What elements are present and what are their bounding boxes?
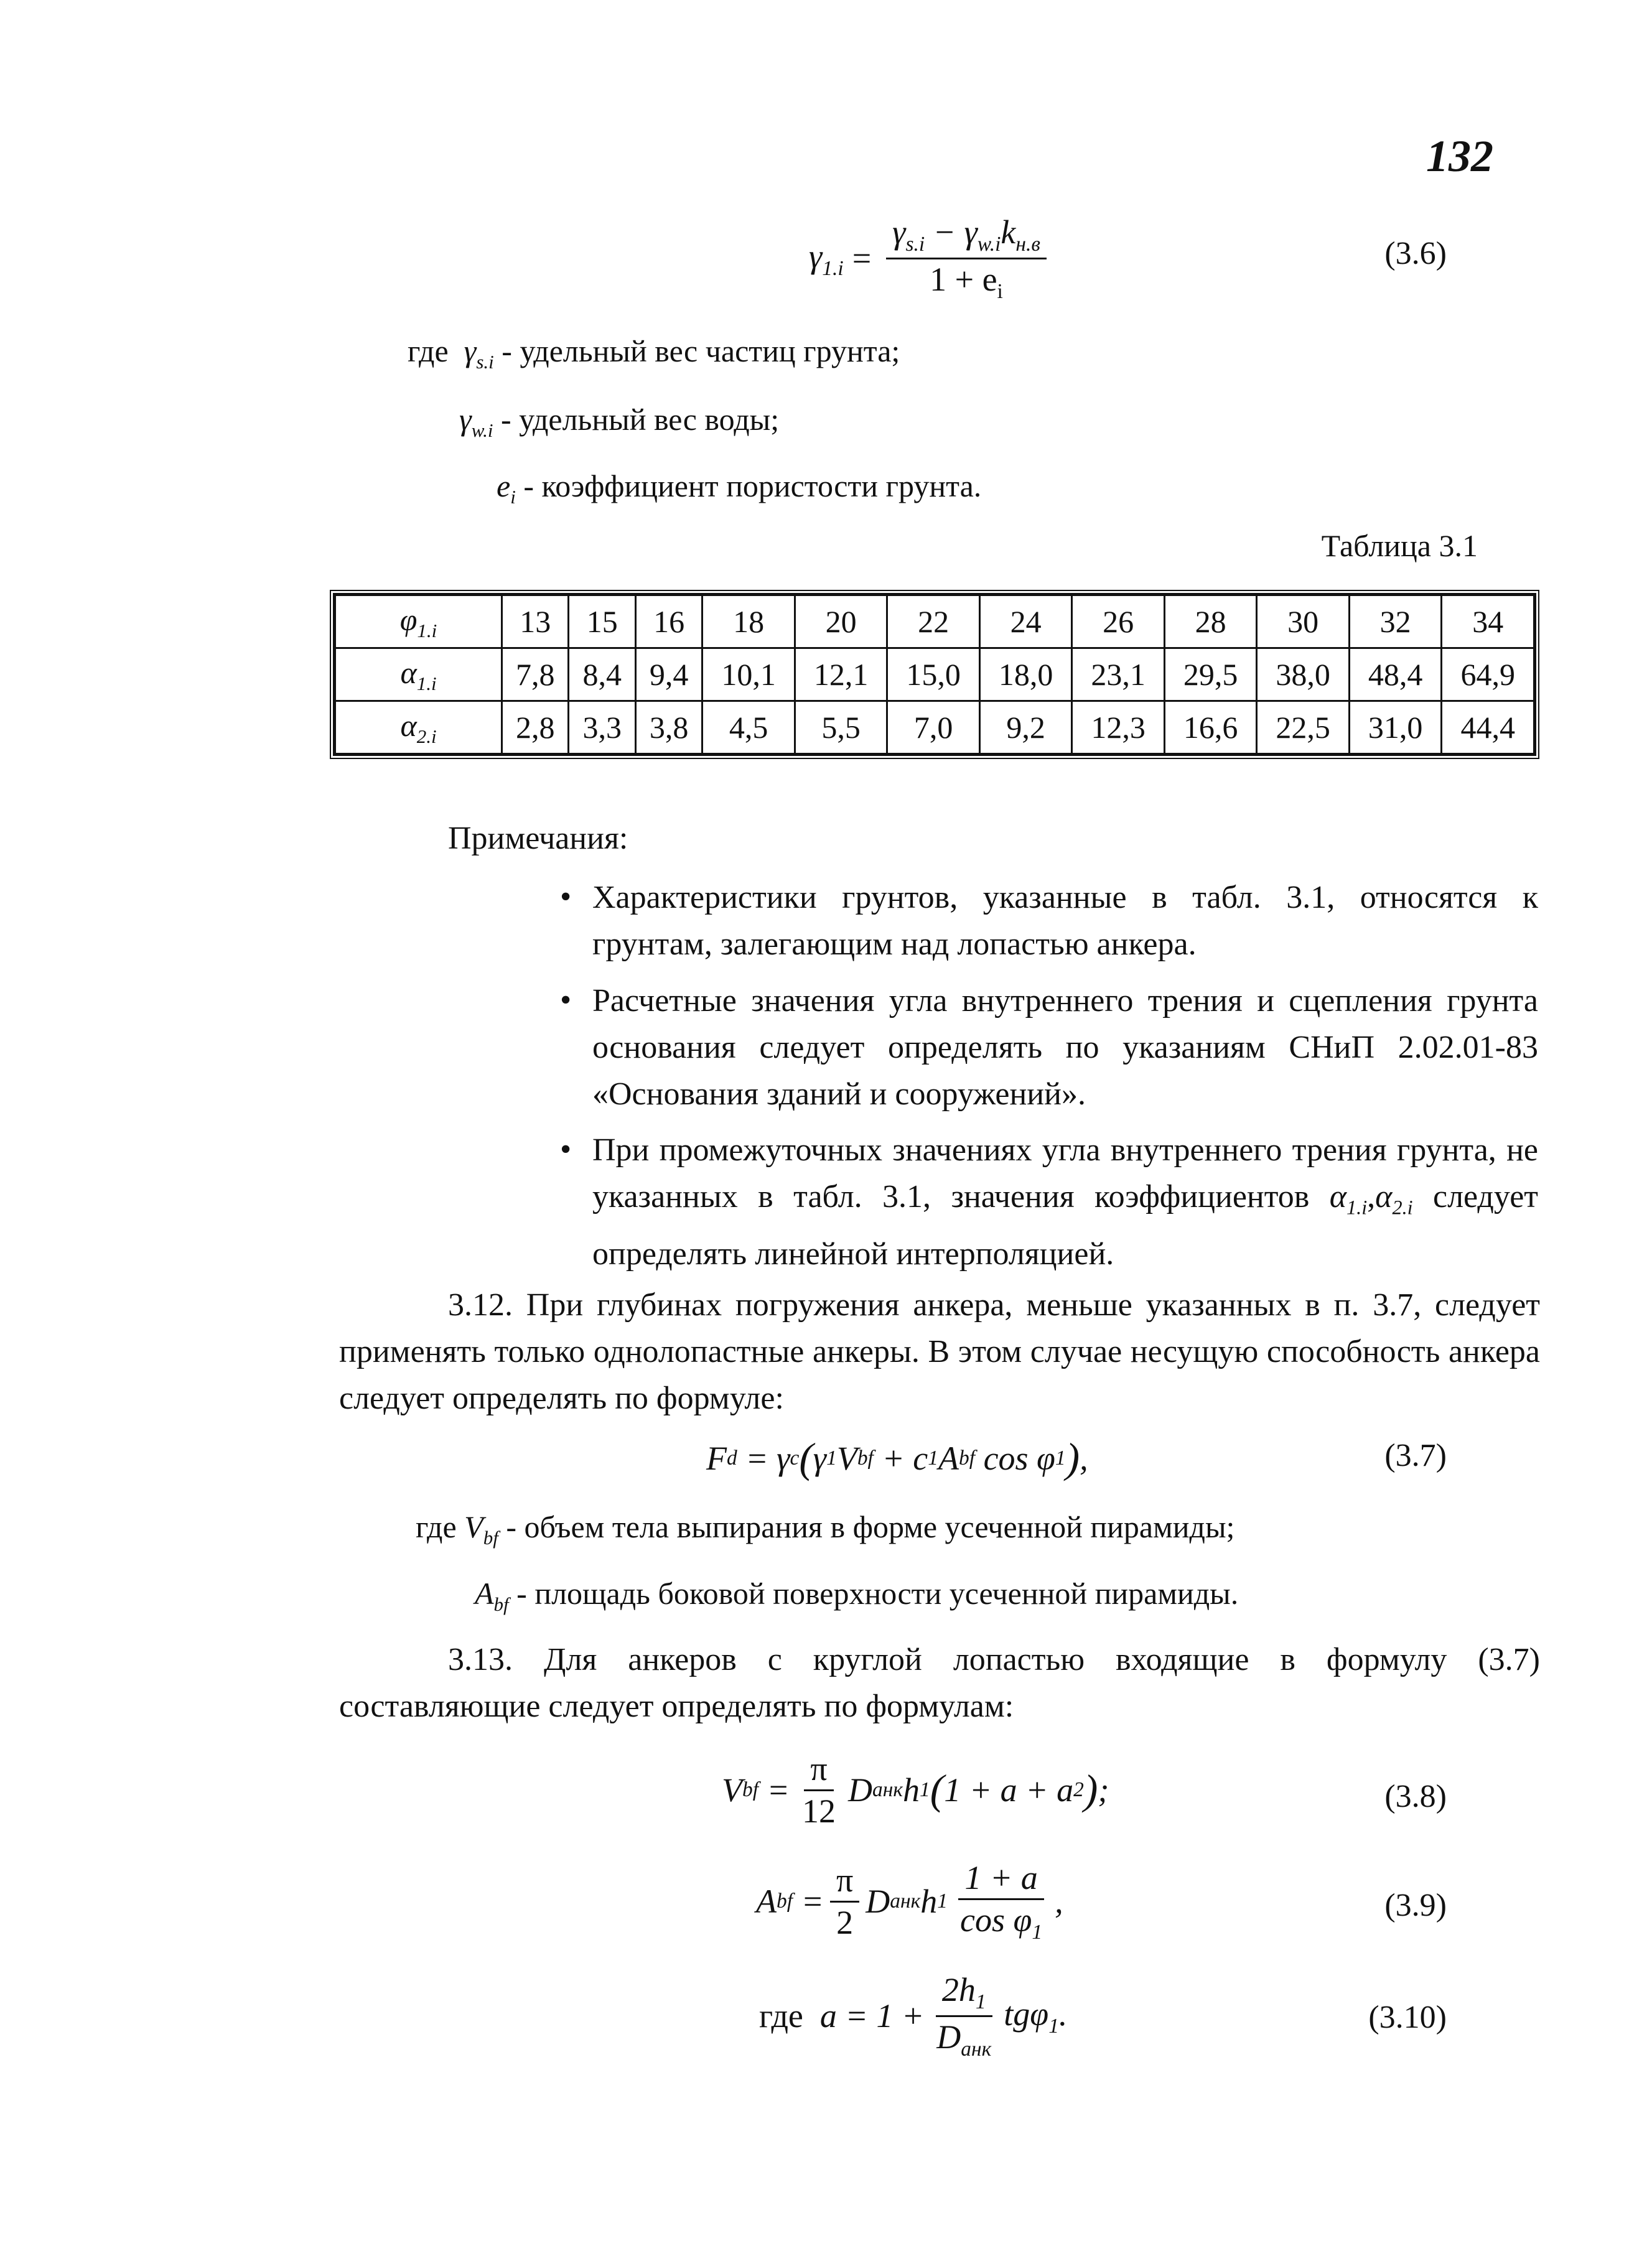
note-item-3: При промежуточных значениях угла внутреннего трения грунта, не указанных в табл. 3.1, значения коэффициентов $\alpha_{1.i},\alpha_{2.i}$ следует определять линейной интерполяцией. [592, 1132, 1538, 1272]
table-cell: 64,9 [1442, 648, 1534, 701]
table-cell: 15,0 [887, 648, 980, 701]
table-cell: 16 [635, 595, 702, 648]
bullet-dot: • [560, 1132, 572, 1167]
table-cell: 44,4 [1442, 701, 1534, 754]
table-cell: 24 [979, 595, 1072, 648]
row-header: $\alpha_{1.i}$ [335, 648, 502, 701]
table-cell: 31,0 [1349, 701, 1442, 754]
table-row [335, 701, 1534, 754]
table-cell: 18 [702, 595, 795, 648]
table-cell: 34 [1442, 595, 1534, 648]
table-cell: 22 [887, 595, 980, 648]
definition-vbf: где $V_{bf}$ - объем тела выпирания в форме усеченной пирамиды; [416, 1509, 1235, 1549]
formula-3-6: $\gamma_{1.i}$ = $\frac{\gamma_{s.i} - \gamma_{w.i}k_{н.в}}{1 + e_i}$ [809, 215, 1053, 302]
equation-number-3-9: (3.9) [1384, 1888, 1447, 1923]
table-cell: 38,0 [1257, 648, 1350, 701]
table-cell: 15 [569, 595, 635, 648]
row-header: $\varphi_{1.i}$ [335, 595, 502, 648]
table-cell: 22,5 [1257, 701, 1350, 754]
table-row [335, 595, 1534, 648]
definition-abf: $A_{bf}$ - площадь боковой поверхности усеченной пирамиды. [475, 1576, 1239, 1615]
table-cell: 26 [1072, 595, 1165, 648]
table-cell: 16,6 [1164, 701, 1257, 754]
table-cell: 7,0 [887, 701, 980, 754]
table-cell: 28 [1164, 595, 1257, 648]
table-cell: 9,2 [979, 701, 1072, 754]
table-cell: 8,4 [569, 648, 635, 701]
definition-gamma-s: где $\gamma_{s.i}$ - удельный вес частиц грунта; [408, 333, 900, 373]
table-cell: 3,8 [635, 701, 702, 754]
equation-number-3-7: (3.7) [1384, 1438, 1447, 1473]
table-cell: 7,8 [502, 648, 569, 701]
table-cell: 3,3 [569, 701, 635, 754]
table-cell: 12,1 [795, 648, 887, 701]
table-cell: 9,4 [635, 648, 702, 701]
formula-3-8: V bf = $\frac{\pi}{12}$ D анк h 1 ( 1 + a + a 2 ) ; [722, 1750, 1109, 1830]
table-cell: 2,8 [502, 701, 569, 754]
table-3-1 [330, 590, 1539, 759]
formula-3-10: где a = 1 + $\frac{2h_1}{D_{анк}}$ tgφ$_1$. [759, 1971, 1068, 2061]
table-cell: 32 [1349, 595, 1442, 648]
paragraph-3-13: 3.13. Для анкеров с круглой лопастью входящие в формулу (3.7) составляющие следует определять по формулам: [339, 1642, 1540, 1724]
note-item-1: Характеристики грунтов, указанные в табл. 3.1, относятся к грунтам, залегающим над лопастью анкера. [592, 880, 1538, 962]
formula-3-7: F d = γ c ( γ 1 V bf + c 1 A bf cos φ 1 ) , [706, 1435, 1088, 1481]
table-cell: 23,1 [1072, 648, 1165, 701]
note-item-2: Расчетные значения угла внутреннего трения и сцепления грунта основания следует определять по указаниям СНиП 2.02.01-83 «Основания зданий и сооружений». [592, 983, 1538, 1112]
table-cell: 5,5 [795, 701, 887, 754]
table-cell: 12,3 [1072, 701, 1165, 754]
table-cell: 13 [502, 595, 569, 648]
row-header: $\alpha_{2.i}$ [335, 701, 502, 754]
equation-number-3-10: (3.10) [1368, 2000, 1447, 2035]
bullet-dot: • [560, 879, 572, 915]
notes-title: Примечания: [448, 821, 628, 856]
table-cell: 10,1 [702, 648, 795, 701]
table-cell: 20 [795, 595, 887, 648]
paragraph-3-12: 3.12. При глубинах погружения анкера, меньше указанных в п. 3.7, следует применять только однолопастные анкеры. В этом случае несущую способность анкера следует определять по формуле: [339, 1287, 1540, 1416]
definition-gamma-w: $\gamma_{w.i}$ - удельный вес воды; [459, 402, 780, 441]
formula-3-9: A bf = $\frac{\pi}{2}$ D анк h 1 $\frac{1 + a}{\cos \varphi_1}$ , [756, 1859, 1063, 1944]
table-row [335, 648, 1534, 701]
table-cell: 30 [1257, 595, 1350, 648]
table-cell: 4,5 [702, 701, 795, 754]
definition-e: $e_i$ - коэффициент пористости грунта. [497, 468, 982, 508]
table-cell: 18,0 [979, 648, 1072, 701]
table-caption: Таблица 3.1 [1321, 528, 1478, 563]
table-cell: 29,5 [1164, 648, 1257, 701]
equation-number-3-6: (3.6) [1384, 236, 1447, 271]
page-number: 132 [1426, 131, 1493, 181]
bullet-dot: • [560, 982, 572, 1018]
equation-number-3-8: (3.8) [1384, 1779, 1447, 1814]
table-cell: 48,4 [1349, 648, 1442, 701]
